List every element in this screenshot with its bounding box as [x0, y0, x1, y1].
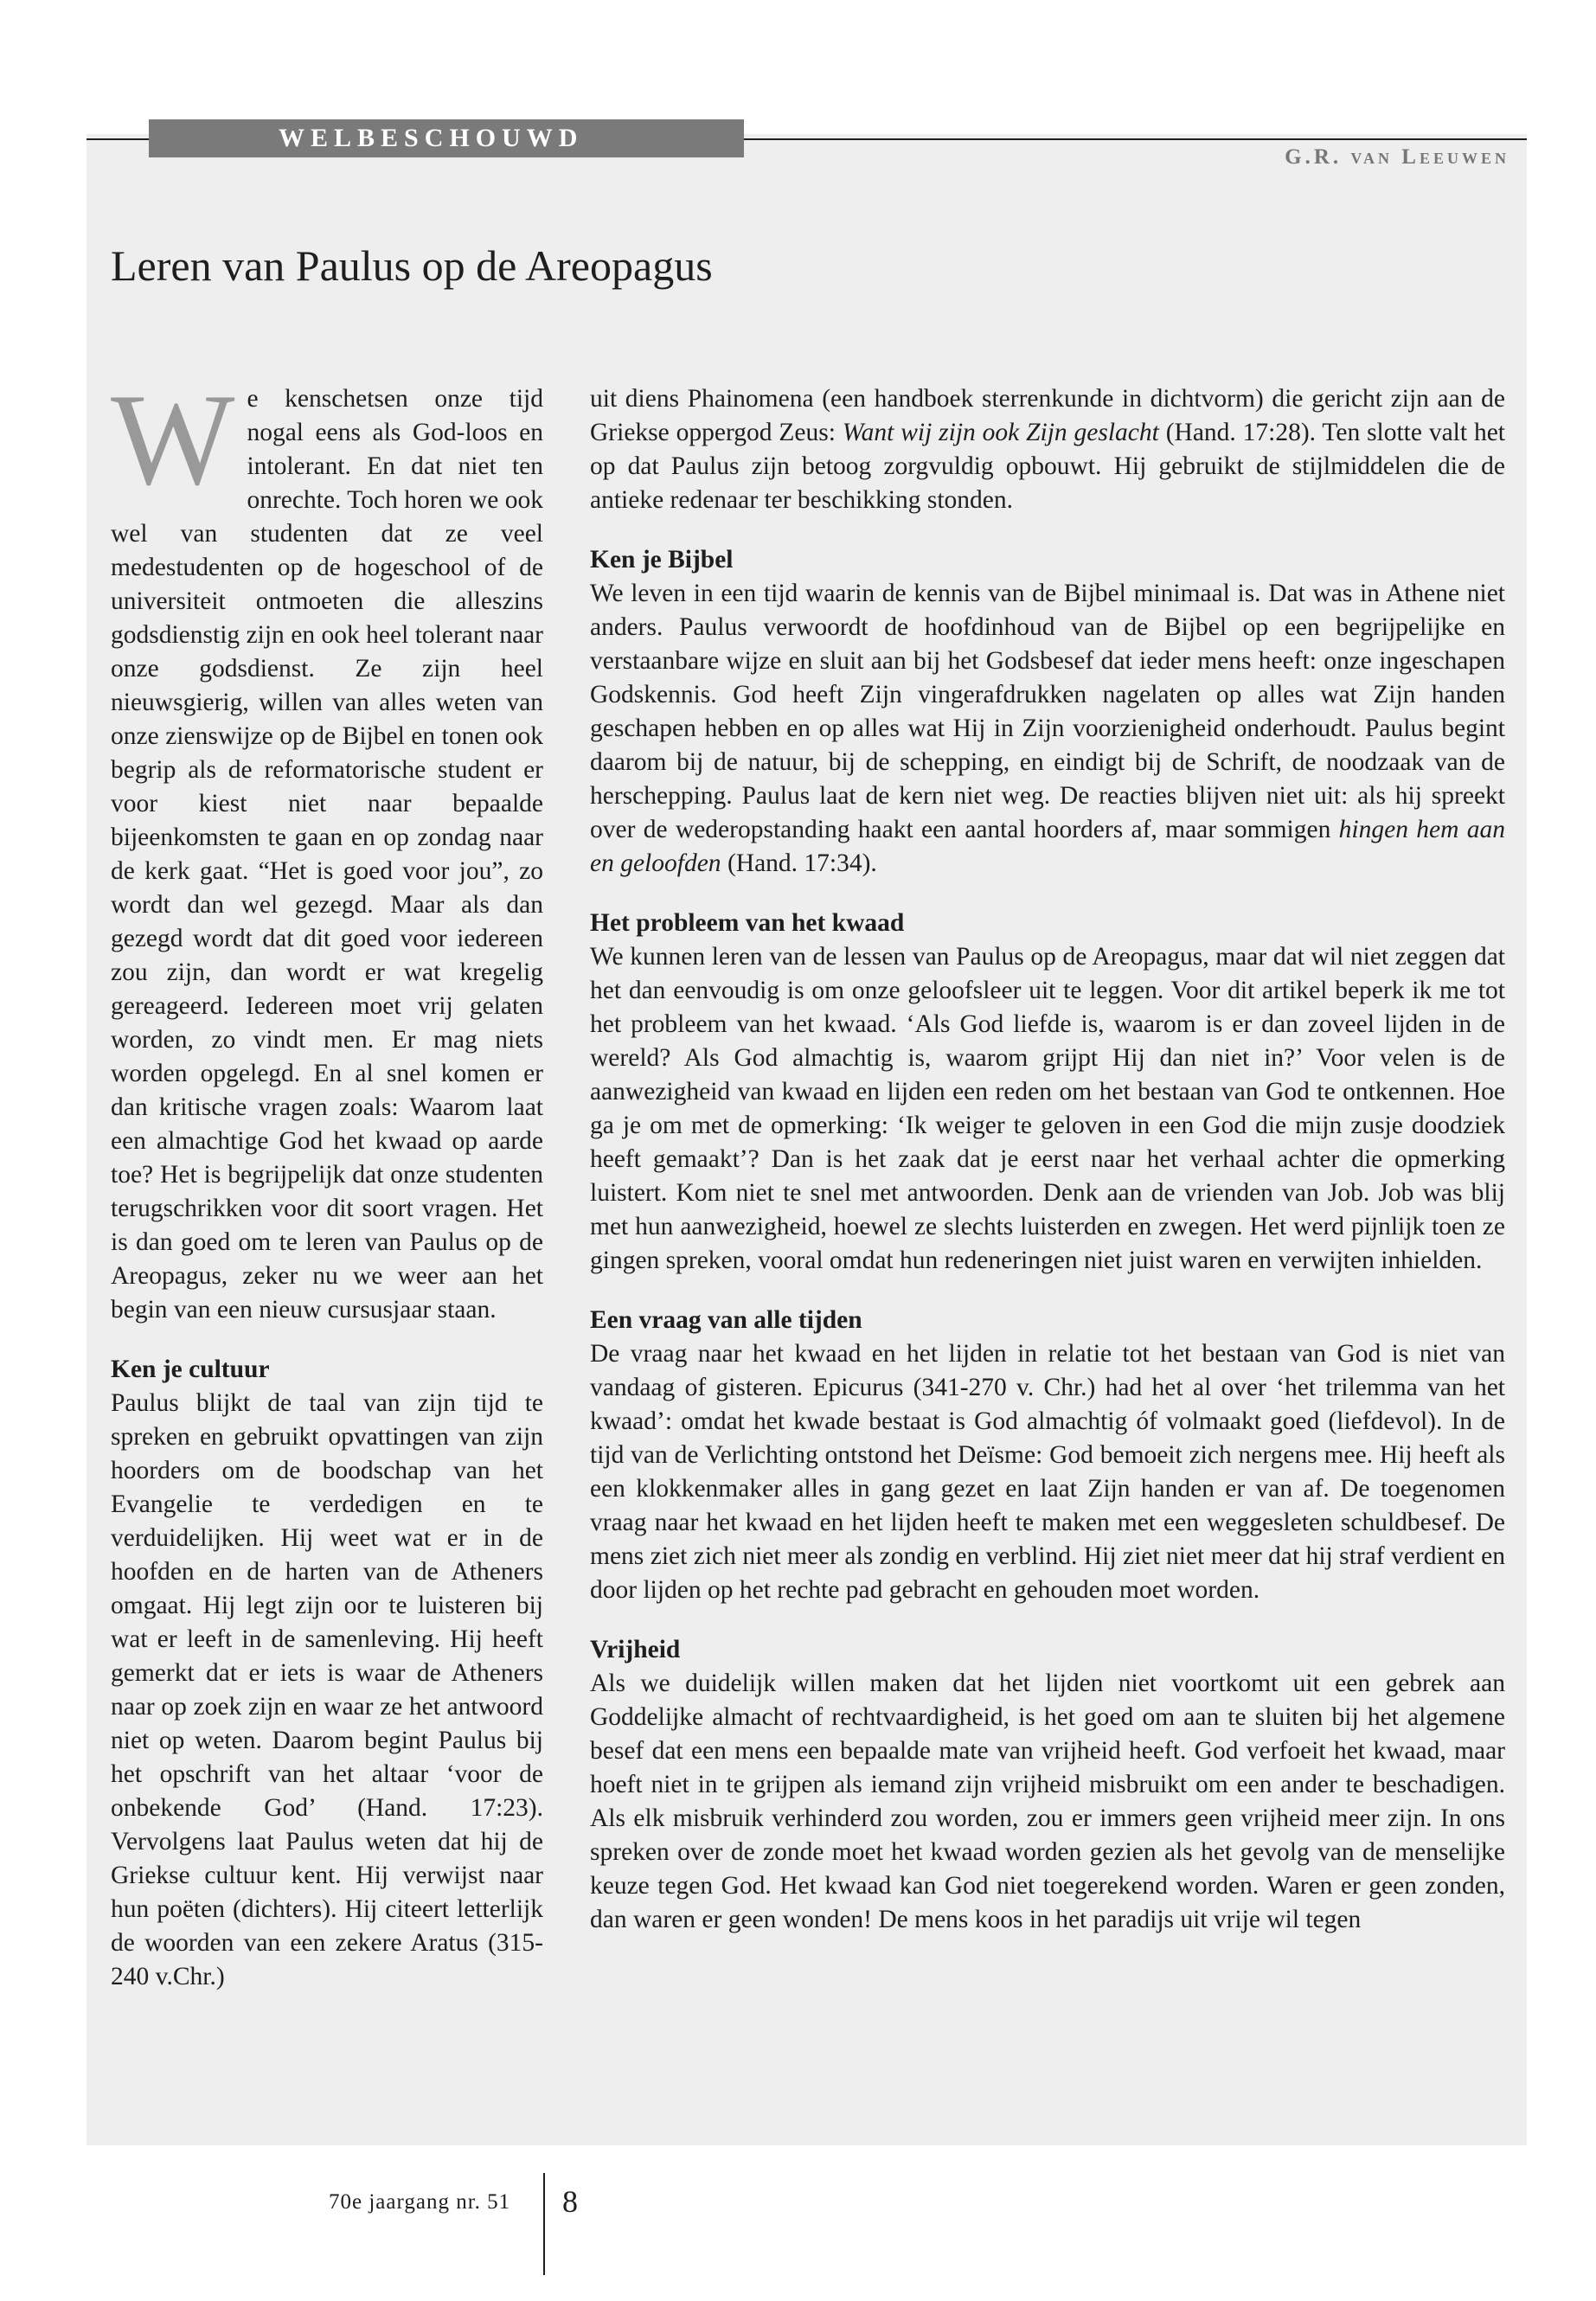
section-label: WELBESCHOUWD: [279, 124, 584, 152]
intro-paragraph: [111, 367, 543, 1327]
header-rule-right: [744, 138, 1527, 140]
intro-text: e kenschetsen onze tijd nogal eens als God-loos en intolerant. En dat niet ten onrechte. Toch horen we ook wel van studenten dat ze veel medestudenten op de hogeschool of de universiteit ontmoeten die alleszins godsdienstig zijn en ook heel tolerant naar onze godsdienst. Ze zijn heel nieuwsgierig, willen van alles weten van onze zienswijze op de Bijbel en tonen ook begrip als de reformatorische student er voor kiest niet naar bepaalde bijeenkomsten te gaan en op zondag naar de kerk gaat. “Het is goed voor jou”, zo wordt dan wel gezegd. Maar als dan gezegd wordt dat dit goed voor iedereen zou zijn, dan wordt er wat kregelig gereageerd. Iedereen moet vrij gelaten worden, zo vindt men. Er mag niets worden opgelegd. En al snel komen er dan kritische vragen zoals: Waarom laat een almachtige God het kwaad op aarde toe? Het is begrijpelijk dat onze studenten terugschrikken voor dit soort vragen. Het is dan goed om te leren van Paulus op de Areopagus, zeker nu we weer aan het begin van een nieuw cursusjaar staan.: [111, 385, 543, 1324]
column-left: [111, 367, 543, 1994]
heading-vraag-alle-tijden: Een vraag van alle tijden: [590, 1306, 862, 1334]
cultuur-cont-text: uit diens Phainomena (een handboek sterrenkunde in dichtvorm) die gericht zijn aan de Griekse oppergod Zeus:: [590, 385, 1505, 446]
quote-geloofden: hingen hem aan en geloofden: [590, 816, 1506, 877]
column-right: [590, 382, 1505, 1937]
heading-probleem-kwaad: Het probleem van het kwaad: [590, 909, 905, 937]
footer-divider: [543, 2173, 545, 2275]
quote-aratus: Want wij zijn ook Zijn geslacht: [842, 419, 1159, 446]
drop-cap: W: [111, 367, 235, 512]
heading-vrijheid: Vrijheid: [590, 1636, 681, 1663]
paragraph-cultuur-continued: [590, 382, 1505, 517]
heading-ken-je-bijbel: Ken je Bijbel: [590, 546, 734, 574]
article-title: Leren van Paulus op de Areopagus: [111, 241, 713, 290]
section-banner: [149, 119, 744, 157]
paragraph-vraag-alle-tijden: De vraag naar het kwaad en het lijden in relatie tot het bestaan van God is niet van vandaag of gisteren. Epicurus (341-270 v. Chr.) had het al over ‘het trilemma van het kwaad’: omdat het kwade bestaat is God almachtig óf volmaakt goed (liefdevol). In de tijd van de Verlichting ontstond het Deïsme: God bemoeit zich nergens mee. Hij heeft als een klokkenmaker alles in gang gezet en laat Zijn handen er van af. De toegenomen vraag naar het kwaad en het lijden heeft te maken met een weggesleten schuldbesef. De mens ziet zich niet meer als zondig en verblind. Hij ziet niet meer dat hij straf verdient en door lijden op het rechte pad gebracht en gehouden moet worden.: [590, 1340, 1505, 1604]
paragraph-ken-je-cultuur: Paulus blijkt de taal van zijn tijd te spreken en gebruikt opvattingen van zijn hoorders om de boodschap van het Evangelie te verdedigen en te verduidelijken. Hij weet wat er in de hoofden en de harten van de Atheners omgaat. Hij legt zijn oor te luisteren bij wat er leeft in de samenleving. Hij heeft gemerkt dat er iets is waar de Atheners naar op zoek zijn en waar ze het antwoord niet op weten. Daarom begint Paulus bij het opschrift van het altaar ‘voor de onbekende God’ (Hand. 17:23). Vervolgens laat Paulus weten dat hij de Griekse cultuur kent. Hij verwijst naar hun poëten (dichters). Hij citeert letterlijk de woorden van een zekere Aratus (315-240 v.Chr.): [111, 1389, 543, 1990]
heading-ken-je-cultuur: Ken je cultuur: [111, 1356, 270, 1383]
author-name: G.R. van Leeuwen: [1285, 145, 1509, 169]
bijbel-text: We leven in een tijd waarin de kennis van de Bijbel minimaal is. Dat was in Athene niet anders. Paulus verwoordt de hoofdinhoud van de Bijbel op een begrijpelijke en verstaanbare wijze en sluit aan bij het Godsbesef dat ieder mens heeft: onze ingeschapen Godskennis. God heeft Zijn vingerafdrukken nagelaten op alles wat Zijn handen geschapen hebben en op alles wat Hij in Zijn voorzienigheid onderhoudt. Paulus begint daarom bij de natuur, bij de schepping, en eindigt bij de Schrift, de noodzaak van de herschepping. Paulus laat de kern niet weg. De reacties blijven niet uit: als hij spreekt over de wederopstanding haakt een aantal hoorders af, maar sommigen: [590, 580, 1505, 843]
issue-info: 70e jaargang nr. 51: [329, 2190, 511, 2214]
paragraph-ken-je-bijbel: [590, 577, 1505, 881]
paragraph-vrijheid: Als we duidelijk willen maken dat het lijden niet voortkomt uit een gebrek aan Goddelijke almacht of rechtvaardigheid, is het goed om aan te sluiten bij het algemene besef dat een mens een bepaalde mate van vrijheid heeft. God verfoeit het kwaad, maar hoeft niet in te grijpen als iemand zijn vrijheid misbruikt om een ander te beschadigen. Als elk misbruik verhinderd zou worden, zou er immers geen vrijheid meer zijn. In ons spreken over de zonde moet het kwaad worden gezien als het gevolg van de menselijke keuze tegen God. Het kwaad kan God niet toegerekend worden. Waren er geen zonden, dan waren er geen wonden! De mens koos in het paradijs uit vrije wil tegen: [590, 1670, 1505, 1933]
header-rule-left: [87, 138, 149, 140]
paragraph-probleem-kwaad: We kunnen leren van de lessen van Paulus op de Areopagus, maar dat wil niet zeggen dat het dan eenvoudig is om onze geloofsleer uit te leggen. Voor dit artikel beperk ik me tot het probleem van het kwaad. ‘Als God liefde is, waarom is er dan zoveel lijden in de wereld? Als God almachtig is, waarom grijpt Hij dan niet in?’ Voor velen is de aanwezigheid van kwaad en lijden een reden om het bestaan van God te ontkennen. Hoe ga je om met de opmerking: ‘Ik weiger te geloven in een God die mijn zusje doodziek heeft gemaakt’? Dan is het zaak dat je eerst naar het verhaal achter die opmerking luistert. Kom niet te snel met antwoorden. Denk aan de vrienden van Job. Job was blij met hun aanwezigheid, hoewel ze slechts luisterden en zwegen. Het werd pijnlijk toen ze gingen spreken, vooral omdat hun redeneringen niet juist waren en verwijten inhielden.: [590, 943, 1505, 1274]
page-number: 8: [562, 2184, 578, 2219]
cultuur-cont-text-end: (Hand. 17:28). Ten slotte valt het op dat Paulus zijn betoog zorgvuldig opbouwt. Hij gebruikt de stijlmiddelen die de antieke redenaar ter beschikking stonden.: [590, 419, 1505, 514]
bijbel-text-end: (Hand. 17:34).: [721, 849, 877, 877]
